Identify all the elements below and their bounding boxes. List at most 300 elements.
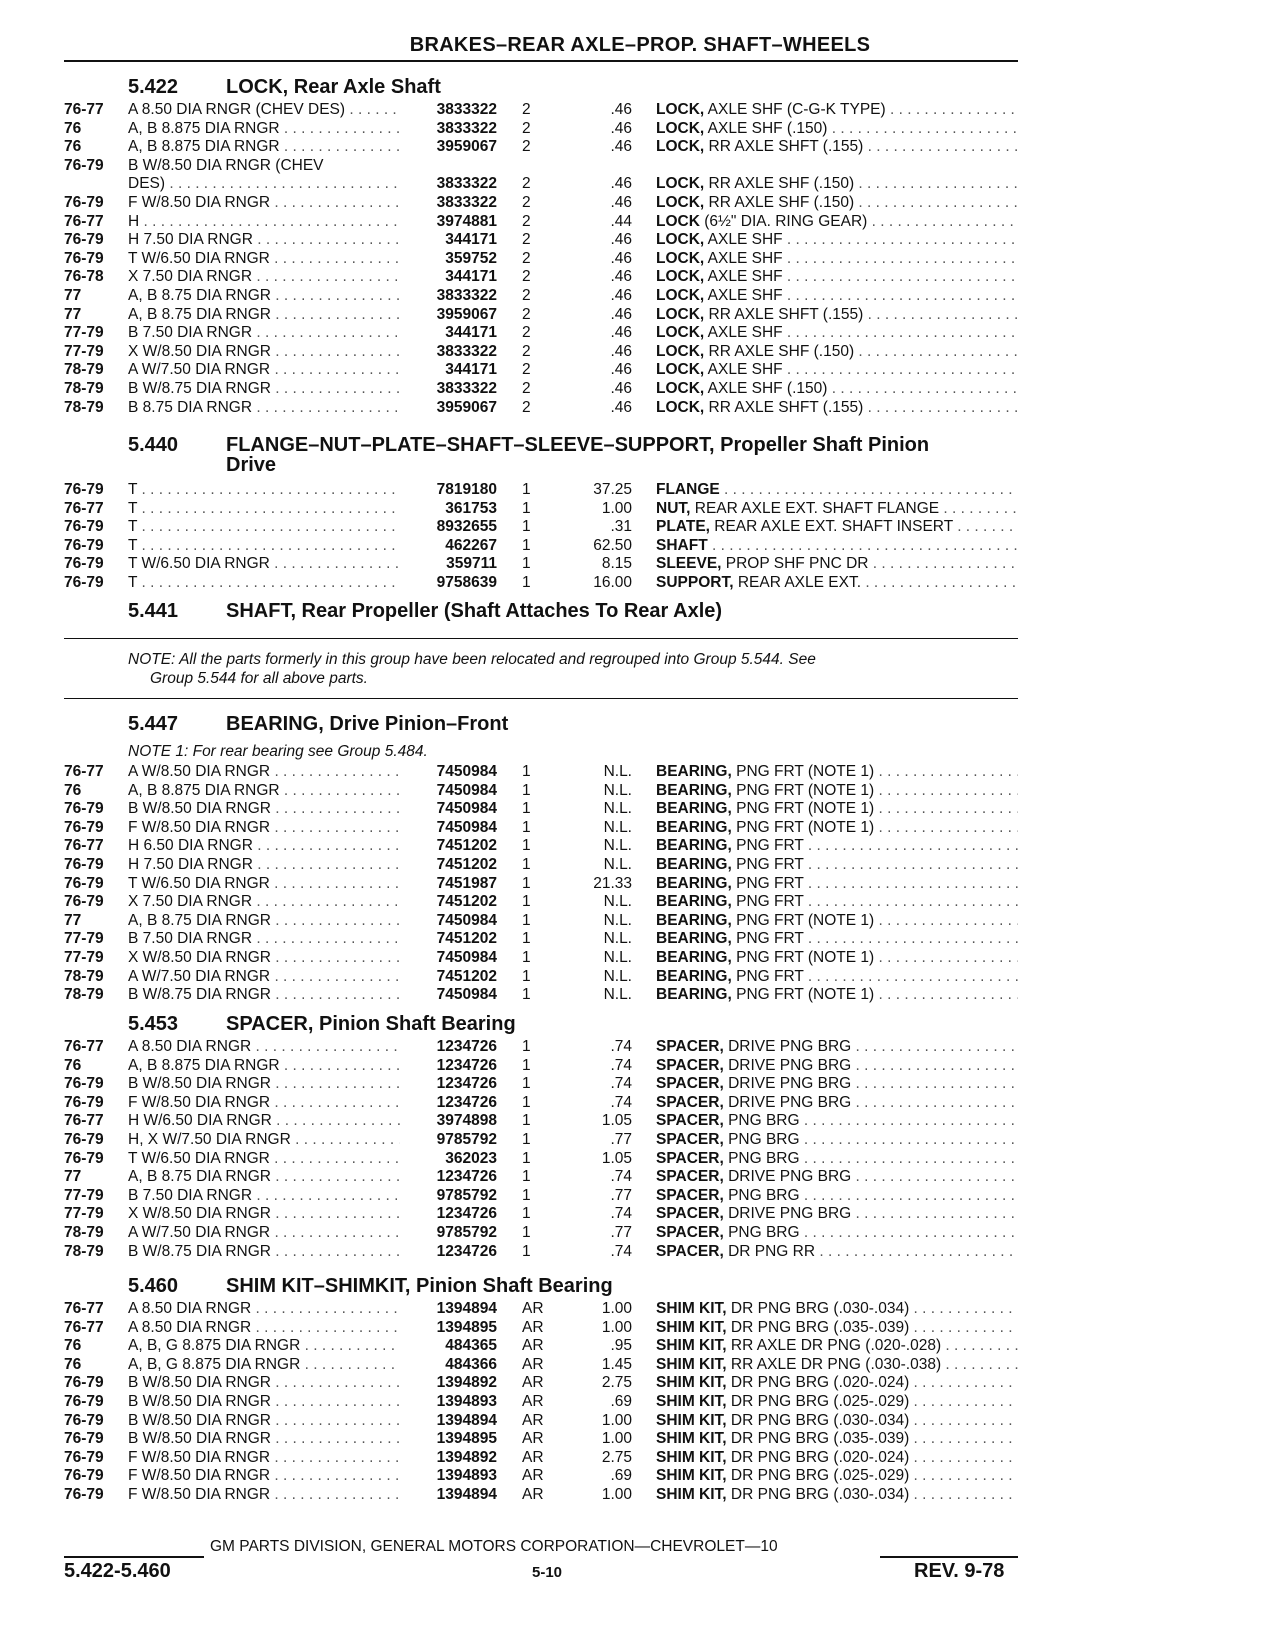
part-name-cell: NUT, REAR AXLE EXT. SHAFT FLANGE . . . — [656, 499, 1018, 518]
part-name-cell: BEARING, PNG FRT (NOTE 1) . . . — [656, 985, 1018, 1004]
part-number-cell: 344171 — [445, 361, 497, 379]
part-name-cell: SPACER, DRIVE PNG BRG . . . — [656, 1093, 1018, 1112]
part-name-cell: BEARING, PNG FRT . . . — [656, 967, 1018, 986]
quantity-cell: AR — [522, 1318, 544, 1336]
year-cell: 76-79 — [64, 856, 104, 873]
part-name-cell: LOCK, RR AXLE SHFT (.155) . . . — [656, 398, 1018, 417]
table-row — [0, 1242, 1280, 1261]
price-cell: N.L. — [603, 930, 632, 948]
year-cell: 76-79 — [64, 1093, 104, 1111]
table-row — [0, 855, 1280, 874]
price-cell: N.L. — [603, 818, 632, 836]
table-row — [0, 193, 1280, 212]
year-cell: 76-79 — [64, 249, 104, 267]
price-cell: .46 — [610, 101, 632, 118]
price-cell: .46 — [610, 380, 632, 397]
part-number-cell: 3959067 — [436, 398, 497, 416]
table-row — [0, 174, 1280, 193]
year-cell: 76-79 — [64, 1149, 104, 1167]
quantity-cell: AR — [522, 1300, 544, 1317]
year-cell: 76-79 — [64, 156, 104, 174]
year-cell: 76-77 — [64, 763, 104, 780]
price-cell: .46 — [610, 231, 632, 249]
description-cell: F W/8.50 DIA RNGR . . . — [128, 1485, 400, 1504]
section-title: LOCK, Rear Axle Shaft — [226, 76, 441, 98]
part-name-cell: PLATE, REAR AXLE EXT. SHAFT INSERT . . . — [656, 517, 1018, 536]
part-number-cell: 7450984 — [436, 763, 497, 780]
quantity-cell: 1 — [522, 1205, 531, 1223]
year-cell: 76 — [64, 138, 82, 156]
part-number-cell: 3833322 — [436, 287, 497, 304]
part-name-cell: LOCK, AXLE SHF . . . — [656, 267, 1018, 286]
part-number-cell: 359752 — [445, 249, 497, 267]
part-number-cell: 1394894 — [436, 1486, 497, 1503]
footer-rule-left — [64, 1556, 204, 1558]
year-cell: 76-79 — [64, 1075, 104, 1093]
price-cell: .74 — [610, 1168, 632, 1186]
table-row — [0, 249, 1280, 268]
year-cell: 76 — [64, 119, 82, 137]
table-row — [0, 799, 1280, 818]
part-number-cell: 3833322 — [436, 101, 497, 118]
year-cell: 76-79 — [64, 573, 104, 591]
price-cell: 62.50 — [593, 536, 632, 554]
description-cell: A 8.50 DIA RNGR (CHEV DES) . . . — [128, 100, 400, 119]
table-row — [0, 818, 1280, 837]
part-name-cell: SLEEVE, PROP SHF PNC DR . . . — [656, 554, 1018, 573]
description-cell: B W/8.50 DIA RNGR (CHEV — [128, 156, 324, 174]
part-number-cell: 1394894 — [436, 1411, 497, 1429]
description-cell: A W/7.50 DIA RNGR . . . — [128, 967, 400, 986]
table-row — [0, 762, 1280, 781]
year-cell: 78-79 — [64, 967, 104, 985]
table-row — [0, 1093, 1280, 1112]
price-cell: 37.25 — [593, 481, 632, 498]
description-cell: B W/8.75 DIA RNGR . . . — [128, 985, 400, 1004]
part-name-cell: LOCK, AXLE SHF . . . — [656, 323, 1018, 342]
part-name-cell: SHIM KIT, RR AXLE DR PNG (.020-.028) . . . — [656, 1336, 1018, 1355]
table-row — [0, 967, 1280, 986]
quantity-cell: 2 — [522, 305, 531, 323]
quantity-cell: 1 — [522, 1168, 531, 1186]
part-name-cell: BEARING, PNG FRT . . . — [656, 929, 1018, 948]
description-cell: A, B, G 8.875 DIA RNGR . . . — [128, 1355, 400, 1374]
description-cell: A, B 8.75 DIA RNGR . . . — [128, 286, 400, 305]
part-number-cell: 1394892 — [436, 1374, 497, 1392]
table-row — [0, 1318, 1280, 1337]
year-cell: 77 — [64, 305, 82, 323]
description-cell: X W/8.50 DIA RNGR . . . — [128, 948, 400, 967]
price-cell: N.L. — [603, 911, 632, 929]
price-cell: 1.00 — [601, 1300, 632, 1317]
table-row — [0, 985, 1280, 1004]
part-name-cell: LOCK, RR AXLE SHFT (.155) . . . — [656, 137, 1018, 156]
price-cell: 1.00 — [601, 1411, 632, 1429]
part-number-cell: 1394893 — [436, 1467, 497, 1485]
price-cell: N.L. — [603, 986, 632, 1004]
year-cell: 77-79 — [64, 324, 104, 342]
part-number-cell: 9785792 — [436, 1131, 497, 1148]
section-5453-heading — [128, 1013, 516, 1035]
footer-rule-right — [880, 1556, 1018, 1558]
price-cell: .46 — [610, 268, 632, 286]
description-cell: A W/7.50 DIA RNGR . . . — [128, 360, 400, 379]
part-name-cell: SHIM KIT, DR PNG BRG (.035-.039) . . . — [656, 1318, 1018, 1337]
price-cell: N.L. — [603, 781, 632, 799]
section-5440-title-cont: Drive — [226, 454, 277, 476]
table-row — [0, 929, 1280, 948]
quantity-cell: 2 — [522, 194, 531, 211]
year-cell: 78-79 — [64, 380, 104, 397]
price-cell: .44 — [610, 212, 632, 230]
part-number-cell: 344171 — [445, 324, 497, 342]
part-number-cell: 9785792 — [436, 1186, 497, 1204]
year-cell: 78-79 — [64, 1224, 104, 1241]
part-number-cell: 7819180 — [436, 481, 497, 498]
part-number-cell: 9785792 — [436, 1224, 497, 1241]
part-number-cell: 7450984 — [436, 986, 497, 1004]
section-5447-note: NOTE 1: For rear bearing see Group 5.484. — [128, 743, 428, 760]
part-name-cell: BEARING, PNG FRT (NOTE 1) . . . — [656, 799, 1018, 818]
description-cell: F W/8.50 DIA RNGR . . . — [128, 1466, 400, 1485]
table-row — [0, 1336, 1280, 1355]
section-5441-note-line2: Group 5.544 for all above parts. — [150, 670, 368, 687]
year-cell: 78-79 — [64, 398, 104, 416]
section-number: 5.447 — [128, 713, 179, 735]
description-cell: A, B 8.875 DIA RNGR . . . — [128, 1056, 400, 1075]
section-number: 5.440 — [128, 434, 179, 456]
quantity-cell: 1 — [522, 949, 531, 966]
description-cell: B W/8.50 DIA RNGR . . . — [128, 1392, 400, 1411]
price-cell: N.L. — [603, 800, 632, 818]
part-number-cell: 344171 — [445, 268, 497, 286]
quantity-cell: 2 — [522, 175, 531, 193]
part-name-cell: SPACER, PNG BRG . . . — [656, 1111, 1018, 1130]
table-row — [0, 342, 1280, 361]
description-cell: A 8.50 DIA RNGR . . . — [128, 1318, 400, 1337]
part-name-cell: LOCK, AXLE SHF . . . — [656, 230, 1018, 249]
part-number-cell: 359711 — [446, 555, 497, 572]
description-cell: B W/8.50 DIA RNGR . . . — [128, 1074, 400, 1093]
part-number-cell: 361753 — [445, 499, 497, 517]
part-name-cell: SHIM KIT, RR AXLE DR PNG (.030-.038) . . . — [656, 1355, 1018, 1374]
table-row — [0, 480, 1280, 499]
description-cell: X W/8.50 DIA RNGR . . . — [128, 342, 400, 361]
year-cell: 76-79 — [64, 194, 104, 211]
quantity-cell: 2 — [522, 324, 531, 342]
year-cell: 76-77 — [64, 1300, 104, 1317]
quantity-cell: 1 — [522, 1242, 531, 1260]
part-name-cell: LOCK, RR AXLE SHF (.150) . . . — [656, 193, 1018, 212]
part-name-cell: BEARING, PNG FRT . . . — [656, 855, 1018, 874]
year-cell: 76-77 — [64, 1112, 104, 1130]
table-row — [0, 911, 1280, 930]
table-row — [0, 1149, 1280, 1168]
part-number-cell: 344171 — [445, 231, 497, 249]
quantity-cell: 1 — [522, 874, 531, 892]
description-cell: A, B 8.875 DIA RNGR . . . — [128, 119, 400, 138]
quantity-cell: 1 — [522, 536, 531, 554]
part-name-cell: LOCK, AXLE SHF (C-G-K TYPE) . . . — [656, 100, 1018, 119]
year-cell: 77 — [64, 1168, 82, 1186]
part-number-cell: 3833322 — [436, 380, 497, 397]
description-cell: A 8.50 DIA RNGR . . . — [128, 1299, 400, 1318]
quantity-cell: 1 — [522, 818, 531, 836]
description-cell: F W/8.50 DIA RNGR . . . — [128, 1093, 400, 1112]
part-number-cell: 1394893 — [436, 1393, 497, 1410]
year-cell: 76-79 — [64, 555, 104, 572]
table-row — [0, 1485, 1280, 1504]
quantity-cell: 1 — [522, 1112, 531, 1130]
part-name-cell: SPACER, DRIVE PNG BRG . . . — [656, 1037, 1018, 1056]
quantity-cell: AR — [522, 1374, 544, 1392]
description-cell: X 7.50 DIA RNGR . . . — [128, 267, 400, 286]
table-row — [0, 1299, 1280, 1318]
table-row — [0, 573, 1280, 592]
part-name-cell: BEARING, PNG FRT (NOTE 1) . . . — [656, 818, 1018, 837]
part-name-cell: BEARING, PNG FRT . . . — [656, 874, 1018, 893]
price-cell: .46 — [610, 361, 632, 379]
price-cell: 2.75 — [601, 1374, 632, 1392]
part-number-cell: 484366 — [445, 1355, 497, 1373]
section-title: FLANGE–NUT–PLATE–SHAFT–SLEEVE–SUPPORT, Propeller Shaft Pinion — [226, 434, 930, 456]
quantity-cell: 2 — [522, 287, 531, 304]
year-cell: 77-79 — [64, 342, 104, 360]
quantity-cell: 1 — [522, 1131, 531, 1148]
description-cell: B 7.50 DIA RNGR . . . — [128, 323, 400, 342]
section-5460-heading — [128, 1275, 613, 1297]
quantity-cell: 1 — [522, 1038, 531, 1055]
part-number-cell: 1234726 — [436, 1093, 497, 1111]
description-cell: T . . . — [128, 573, 400, 592]
quantity-cell: 2 — [522, 342, 531, 360]
table-row — [0, 1056, 1280, 1075]
note-rule-top — [64, 638, 1018, 639]
table-row — [0, 137, 1280, 156]
description-cell: A, B, G 8.875 DIA RNGR . . . — [128, 1336, 400, 1355]
quantity-cell: 1 — [522, 986, 531, 1004]
price-cell: .74 — [610, 1242, 632, 1260]
table-row — [0, 1373, 1280, 1392]
table-row — [0, 1186, 1280, 1205]
table-row — [0, 100, 1280, 119]
price-cell: .46 — [610, 398, 632, 416]
year-cell: 76-79 — [64, 231, 104, 249]
description-cell: A 8.50 DIA RNGR . . . — [128, 1037, 400, 1056]
part-number-cell: 9758639 — [436, 573, 497, 591]
section-title: SPACER, Pinion Shaft Bearing — [226, 1013, 516, 1035]
year-cell: 76-77 — [64, 837, 104, 855]
table-row — [0, 554, 1280, 573]
price-cell: N.L. — [603, 837, 632, 855]
part-number-cell: 3833322 — [436, 175, 497, 193]
price-cell: N.L. — [603, 967, 632, 985]
price-cell: .77 — [610, 1224, 632, 1241]
description-cell: H 7.50 DIA RNGR . . . — [128, 230, 400, 249]
quantity-cell: 2 — [522, 398, 531, 416]
part-number-cell: 484365 — [445, 1337, 497, 1355]
part-name-cell: SHIM KIT, DR PNG BRG (.025-.029) . . . — [656, 1466, 1018, 1485]
price-cell: .77 — [610, 1131, 632, 1148]
description-cell: F W/8.50 DIA RNGR . . . — [128, 818, 400, 837]
description-cell: A, B 8.875 DIA RNGR . . . — [128, 781, 400, 800]
quantity-cell: AR — [522, 1486, 544, 1503]
quantity-cell: AR — [522, 1411, 544, 1429]
description-cell: T W/6.50 DIA RNGR . . . — [128, 1149, 400, 1168]
year-cell: 76-79 — [64, 1411, 104, 1429]
part-number-cell: 3974898 — [436, 1112, 497, 1130]
description-cell: B W/8.50 DIA RNGR . . . — [128, 1373, 400, 1392]
description-cell: A, B 8.75 DIA RNGR . . . — [128, 305, 400, 324]
quantity-cell: 1 — [522, 856, 531, 873]
year-cell: 76-79 — [64, 800, 104, 818]
table-row — [0, 305, 1280, 324]
description-cell: H . . . — [128, 212, 400, 231]
part-name-cell: SHIM KIT, DR PNG BRG (.030-.034) . . . — [656, 1411, 1018, 1430]
price-cell: .95 — [610, 1337, 632, 1355]
quantity-cell: 1 — [522, 911, 531, 929]
price-cell: 1.45 — [601, 1355, 632, 1373]
price-cell: 2.75 — [601, 1448, 632, 1466]
price-cell: .74 — [610, 1038, 632, 1055]
year-cell: 76-79 — [64, 1374, 104, 1392]
part-name-cell: SHIM KIT, DR PNG BRG (.030-.034) . . . — [656, 1299, 1018, 1318]
year-cell: 76 — [64, 781, 82, 799]
price-cell: N.L. — [603, 856, 632, 873]
description-cell: B 8.75 DIA RNGR . . . — [128, 398, 400, 417]
description-cell: A, B 8.75 DIA RNGR . . . — [128, 1167, 400, 1186]
description-cell: T . . . — [128, 536, 400, 555]
year-cell: 76-79 — [64, 536, 104, 554]
table-row — [0, 1037, 1280, 1056]
part-name-cell: SHIM KIT, DR PNG BRG (.020-.024) . . . — [656, 1373, 1018, 1392]
section-number: 5.441 — [128, 600, 179, 622]
description-cell: A, B 8.75 DIA RNGR . . . — [128, 911, 400, 930]
part-number-cell: 1234726 — [436, 1205, 497, 1223]
price-cell: N.L. — [603, 893, 632, 911]
quantity-cell: 1 — [522, 1075, 531, 1093]
year-cell: 76-79 — [64, 518, 104, 535]
section-5441-note-line1: NOTE: All the parts formerly in this group have been relocated and regrouped into Group 5.544. See — [128, 651, 816, 668]
quantity-cell: AR — [522, 1393, 544, 1410]
price-cell: .46 — [610, 342, 632, 360]
quantity-cell: 1 — [522, 763, 531, 780]
quantity-cell: 1 — [522, 1224, 531, 1241]
year-cell: 76 — [64, 1355, 82, 1373]
table-row — [0, 1074, 1280, 1093]
table-row — [0, 379, 1280, 398]
part-number-cell: 1394892 — [436, 1448, 497, 1466]
price-cell: .74 — [610, 1093, 632, 1111]
table-row — [0, 1392, 1280, 1411]
part-number-cell: 462267 — [445, 536, 497, 554]
part-number-cell: 3833322 — [436, 342, 497, 360]
description-cell: A, B 8.875 DIA RNGR . . . — [128, 137, 400, 156]
table-row — [0, 212, 1280, 231]
price-cell: 1.05 — [601, 1112, 632, 1130]
part-name-cell: LOCK, AXLE SHF (.150) . . . — [656, 379, 1018, 398]
part-name-cell: SHIM KIT, DR PNG BRG (.035-.039) . . . — [656, 1429, 1018, 1448]
part-number-cell: 1234726 — [436, 1038, 497, 1055]
table-row — [0, 1204, 1280, 1223]
part-name-cell: BEARING, PNG FRT (NOTE 1) . . . — [656, 948, 1018, 967]
description-cell: T . . . — [128, 517, 400, 536]
section-5440-heading — [128, 434, 929, 456]
footer-page-number: 5-10 — [532, 1564, 563, 1581]
part-name-cell: SPACER, PNG BRG . . . — [656, 1223, 1018, 1242]
year-cell: 77-79 — [64, 1205, 104, 1223]
quantity-cell: 1 — [522, 930, 531, 948]
quantity-cell: 1 — [522, 518, 531, 535]
part-name-cell: BEARING, PNG FRT (NOTE 1) . . . — [656, 911, 1018, 930]
part-name-cell: BEARING, PNG FRT . . . — [656, 836, 1018, 855]
description-cell: T W/6.50 DIA RNGR . . . — [128, 874, 400, 893]
quantity-cell: AR — [522, 1337, 544, 1355]
part-name-cell: SPACER, DRIVE PNG BRG . . . — [656, 1074, 1018, 1093]
part-number-cell: 3959067 — [436, 305, 497, 323]
price-cell: 8.15 — [601, 555, 632, 572]
part-name-cell: BEARING, PNG FRT . . . — [656, 892, 1018, 911]
quantity-cell: 2 — [522, 361, 531, 379]
part-number-cell: 1234726 — [436, 1056, 497, 1074]
part-name-cell: SHAFT . . . — [656, 536, 1018, 555]
section-title: SHAFT, Rear Propeller (Shaft Attaches To Rear Axle) — [226, 600, 723, 622]
quantity-cell: 1 — [522, 781, 531, 799]
part-number-cell: 3959067 — [436, 138, 497, 156]
table-row — [0, 1223, 1280, 1242]
part-name-cell: LOCK, RR AXLE SHFT (.155) . . . — [656, 305, 1018, 324]
quantity-cell: 2 — [522, 249, 531, 267]
quantity-cell: 2 — [522, 119, 531, 137]
price-cell: 1.00 — [601, 1430, 632, 1448]
year-cell: 76 — [64, 1056, 82, 1074]
table-row — [0, 323, 1280, 342]
year-cell: 76-79 — [64, 893, 104, 911]
table-row — [0, 892, 1280, 911]
year-cell: 76-79 — [64, 1467, 104, 1485]
price-cell: .69 — [610, 1393, 632, 1410]
quantity-cell: 1 — [522, 800, 531, 818]
part-name-cell: SPACER, DRIVE PNG BRG . . . — [656, 1056, 1018, 1075]
quantity-cell: AR — [522, 1467, 544, 1485]
year-cell: 76-79 — [64, 1131, 104, 1148]
table-row — [0, 230, 1280, 249]
price-cell: .46 — [610, 249, 632, 267]
year-cell: 77-79 — [64, 930, 104, 948]
table-row — [0, 1167, 1280, 1186]
table-row — [0, 781, 1280, 800]
description-cell: B 7.50 DIA RNGR . . . — [128, 929, 400, 948]
part-number-cell: 7451202 — [436, 930, 497, 948]
description-cell: B W/8.75 DIA RNGR . . . — [128, 379, 400, 398]
part-number-cell: 7451987 — [436, 874, 497, 892]
part-number-cell: 1234726 — [436, 1168, 497, 1186]
year-cell: 76-77 — [64, 1318, 104, 1336]
year-cell: 76-77 — [64, 1038, 104, 1055]
description-cell: B W/8.50 DIA RNGR . . . — [128, 799, 400, 818]
quantity-cell: 1 — [522, 481, 531, 498]
year-cell: 76-77 — [64, 212, 104, 230]
year-cell: 76-79 — [64, 874, 104, 892]
description-cell: B W/8.50 DIA RNGR . . . — [128, 1411, 400, 1430]
description-cell: F W/8.50 DIA RNGR . . . — [128, 193, 400, 212]
part-name-cell: BEARING, PNG FRT (NOTE 1) . . . — [656, 781, 1018, 800]
year-cell: 77-79 — [64, 1186, 104, 1204]
footer-group-range: 5.422-5.460 — [64, 1560, 171, 1582]
part-number-cell: 7450984 — [436, 800, 497, 818]
year-cell: 76-79 — [64, 1448, 104, 1466]
price-cell: 1.00 — [601, 499, 632, 517]
